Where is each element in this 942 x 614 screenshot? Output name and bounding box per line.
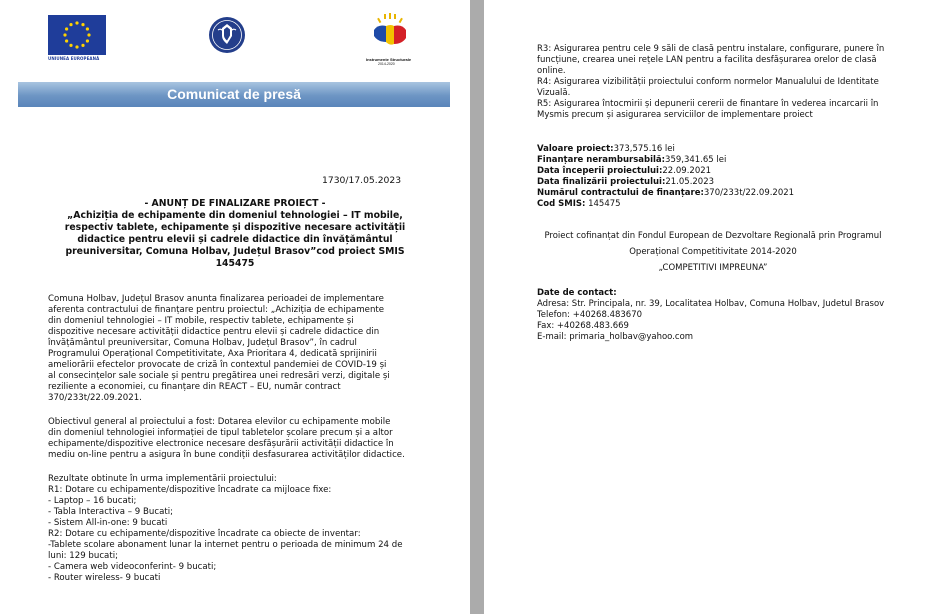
title-line: respectiv tablete, echipamente și dispozitive necesare activității [64,222,406,233]
results-line: - Tabla Interactiva – 9 Bucati; [48,507,173,517]
funding-line: „COMPETITIVI IMPREUNA” [658,263,768,273]
detail-value: 21.05.2023 [665,177,715,187]
intro-line: învățământul preuniversitar, Comuna Holbav, Județul Brasov”, în cadrul [48,338,357,348]
intro-line: al consecințelor sale sociale și pentru pregătirea unei redresări verzi, digitale și [48,371,390,381]
structural-instruments-icon [366,12,416,56]
detail-value: 370/233t/22.09.2021 [703,188,795,198]
detail-label: Valoare proiect: [537,144,614,154]
detail-label: Finanțare nerambursabilă: [537,155,666,165]
detail-label: Cod SMIS: [537,199,586,209]
intro-line: Programului Operațional Competitivitate, Axa Prioritara 4, dedicată sprijinirii [48,349,377,359]
result-r-line: R4: Asigurarea vizibilității proiectului conform normelor Manualului de Identitate [537,77,879,87]
contact-heading: Date de contact: [537,288,617,298]
funding-line: Operațional Competitivitate 2014-2020 [629,247,797,257]
result-r-line: Mysmis precum și asigurarea serviciilor de implementare proiect [537,110,813,120]
detail-label: Data începerii proiectului: [537,166,663,176]
eu-logo [48,15,106,60]
result-r-line: R5: Asigurarea întocmirii și depunerii cererii de finantare în vederea incarcarii în [537,99,879,109]
results-line: luni: 129 bucati; [48,551,118,561]
eu-caption: UNIUNEA EUROPEANĂ [48,56,100,61]
structural-instruments-years: 2014-2020 [378,62,395,66]
objective-label: Obiectivul general al proiectului a fost: [48,417,216,427]
document-page-1 [0,0,470,614]
results-line: - Sistem All-in-one: 9 bucati [48,518,168,528]
detail-project-value [537,144,675,155]
structural-instruments-logo [366,12,416,68]
intro-line: 370/233t/22.09.2021. [48,393,142,403]
result-r-line: funcțiune, crearea unei rețele LAN pentru a facilita desfășurarea orelor de clasă [537,55,877,65]
title-line: didactice pentru elevii și cadrele didactice din învățământul [77,234,393,245]
romanian-government-emblem-icon [208,16,246,54]
intro-line: din domeniul tehnologiei – IT mobile, respectiv tablete, echipamente și [48,316,354,326]
detail-end-date [537,177,714,188]
results-line: -Tablete scolare abonament lunar la internet pentru o perioada de minimum 24 de [48,540,403,550]
eu-flag-icon [48,15,106,55]
objective-text: Dotarea elevilor cu echipamente mobile [215,417,391,427]
detail-start-date [537,166,711,177]
result-r-line: Vizuală. [537,88,571,98]
results-line: - Router wireless- 9 bucati [48,573,161,583]
results-line: R1: Dotare cu echipamente/dispozitive încadrate ca mijloace fixe: [48,485,332,495]
objective-line: echipamente/dispozitive electronice necesare desfășurării activității didactice în [48,439,394,449]
result-r-line: online. [537,66,566,76]
funding-line: Proiect cofinanțat din Fondul European de Dezvoltare Regională prin Programul [544,231,882,241]
document-number: 1730/17.05.2023 [322,175,402,186]
results-line: - Camera web videoconferint- 9 bucati; [48,562,217,572]
title-line: 145475 [215,258,255,269]
detail-label: Numărul contractului de finanțare: [537,188,704,198]
results-line: R2: Dotare cu echipamente/dispozitive încadrate ca obiecte de inventar: [48,529,361,539]
intro-line: ameliorării efectelor provocate de criză în contextul pandemiei de COVID-19 și [48,360,387,370]
detail-contract-number [537,188,794,199]
structural-instruments-caption: Instrumente Structurale [366,57,412,62]
contact-line: Adresa: Str. Principala, nr. 39, Localitatea Holbav, Comuna Holbav, Judetul Brasov [537,299,885,309]
results-line: - Laptop – 16 bucati; [48,496,137,506]
detail-nonrefundable [537,155,726,166]
intro-line: Comuna Holbav, Județul Brasov anunta finalizarea perioadei de implementare [48,294,384,304]
objective-line-first [48,417,390,428]
contact-line: Fax: +40268.483.669 [537,321,629,331]
results-heading: Rezultate obtinute în urma implementării proiectului: [48,474,277,484]
detail-value: 373,575.16 lei [613,144,675,154]
objective-line: din domeniul tehnologiei informației de tipul tabletelor școlare precum și a altor [48,428,393,438]
title-line: preuniversitar, Comuna Holbav, Județul Brasov”cod proiect SMIS [65,246,405,257]
title-line: - ANUNȚ DE FINALIZARE PROIECT - [144,198,326,209]
detail-value: 359,341.65 lei [665,155,727,165]
intro-line: reziliente a economiei, cu finanțare din REACT – EU, număr contract [48,382,341,392]
detail-value: 145475 [585,199,621,209]
objective-line: mediu on-line pentru a asigura în bune condiții desfasurarea activităților didactice. [48,450,405,460]
detail-label: Data finalizării proiectului: [537,177,666,187]
detail-value: 22.09.2021 [662,166,712,176]
contact-line: Telefon: +40268.483670 [537,310,643,320]
contact-email[interactable]: E-mail: primaria_holbav@yahoo.com [537,332,694,342]
result-r-line: R3: Asigurarea pentru cele 9 săli de clasă pentru instalare, configurare, punere în [537,44,885,54]
title-line: „Achiziția de echipamente din domeniul tehnologiei – IT mobile, [67,210,403,221]
detail-smis-code [537,199,621,210]
intro-line: dispozitive necesare activității didactice pentru elevii și cadrele didactice din [48,327,380,337]
document-page-2 [484,0,942,614]
press-release-banner: Comunicat de presă [18,82,450,107]
intro-line: aferenta contractului de finanțare pentru proiectul: „Achiziția de echipamente [48,305,385,315]
